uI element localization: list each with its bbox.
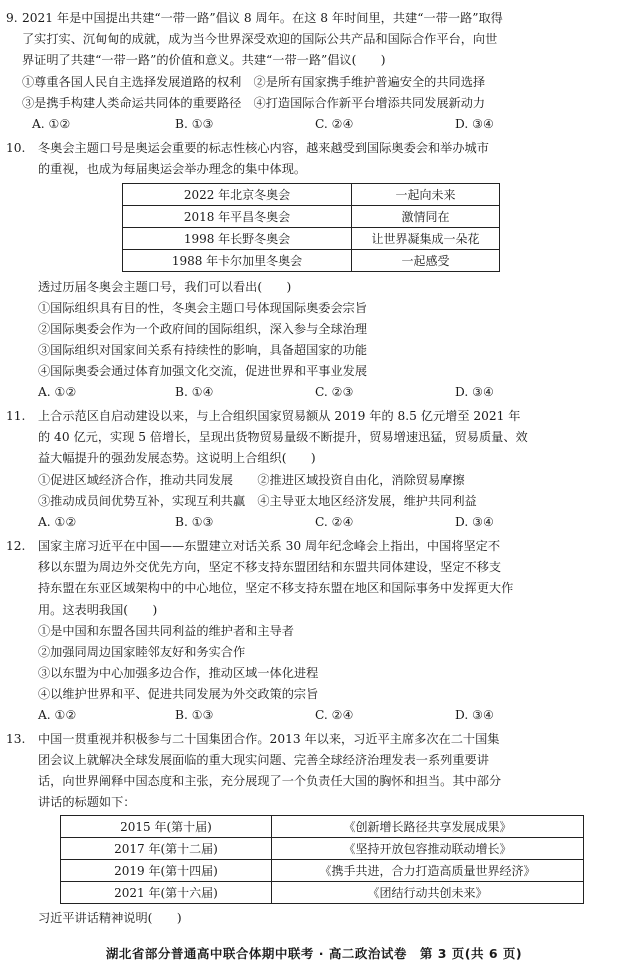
question-text-line: 中国一贯重视并积极参与二十国集团合作。2013 年以来，习近平主席多次在二十国集 — [38, 732, 500, 746]
answer-choice-a: A. ①② — [38, 515, 77, 529]
answer-choice-b: B. ①③ — [175, 708, 214, 722]
question-number: 11. — [6, 409, 26, 423]
answer-choice-d: D. ③④ — [455, 515, 494, 529]
table-cell: 2022 年北京冬奥会 — [123, 184, 352, 206]
answer-choice-d: D. ③④ — [455, 708, 494, 722]
option-line: ④国际奥委会通过体育加强文化交流，促进世界和平事业发展 — [38, 364, 368, 378]
option-line: ①是中国和东盟各国共同利益的维护者和主导者 — [38, 624, 294, 638]
option-line: ③国际组织对国家间关系有持续性的影响，具备超国家的功能 — [38, 343, 368, 357]
table-cell: 让世界凝集成一朵花 — [352, 228, 500, 250]
option-line: ②加强同周边国家睦邻友好和务实合作 — [38, 645, 246, 659]
page-footer: 湖北省部分普通高中联合体期中联考 · 高二政治试卷 第 3 页(共 6 页) — [105, 946, 523, 961]
table-row — [123, 228, 500, 250]
question-text-line: 国家主席习近平在中国——东盟建立对话关系 30 周年纪念峰会上指出，中国将坚定不 — [38, 539, 501, 553]
option-line: ④以维护世界和平、促进共同发展为外交政策的宗旨 — [38, 687, 319, 701]
question-text-line: 冬奥会主题口号是奥运会重要的标志性核心内容，越来越受到国际奥委会和举办城市 — [38, 141, 489, 155]
question-text-line: 讲话的标题如下： — [38, 795, 136, 809]
question-text-line: 团会议上就解决全球发展面临的重大现实问题、完善全球经济治理发表一系列重要讲 — [38, 753, 489, 767]
option-line: ③是携手构建人类命运共同体的重要路径 ④打造国际合作新平台增添共同发展新动力 — [22, 96, 486, 110]
question-text-line: 界证明了共建“一带一路”的价值和意义。共建“一带一路”倡议( ) — [22, 53, 386, 67]
slogan-table — [122, 183, 500, 272]
question-text-line: 2021 年是中国提出共建“一带一路”倡议 8 周年。在这 8 年时间里，共建“一带一路”取得 — [22, 11, 503, 25]
answer-choice-c: C. ②④ — [315, 708, 354, 722]
answer-choice-d: D. ③④ — [455, 385, 494, 399]
table-cell: 2018 年平昌冬奥会 — [123, 206, 352, 228]
answer-choice-b: B. ①③ — [175, 515, 214, 529]
table-cell: 一起感受 — [352, 250, 500, 272]
question-text-line: 的重视，也成为每届奥运会举办理念的集中体现。 — [38, 162, 307, 176]
question-text-line: 的 40 亿元，实现 5 倍增长，呈现出货物贸易量级不断提升，贸易增速迅猛，贸易质量、效 — [38, 430, 528, 444]
table-row — [61, 860, 584, 882]
question-text-line: 持东盟在东亚区域架构中的中心地位，坚定不移支持东盟在地区和国际事务中发挥更大作 — [38, 581, 514, 595]
question-text-line: 上合示范区自启动建设以来，与上合组织国家贸易额从 2019 年的 8.5 亿元增至 2021 年 — [38, 409, 521, 423]
answer-choice-b: B. ①④ — [175, 385, 214, 399]
table-cell: 2015 年(第十届) — [61, 816, 272, 838]
question-number: 9. — [6, 11, 18, 25]
table-row — [61, 816, 584, 838]
question-number: 13. — [6, 732, 26, 746]
table-cell: 《创新增长路径共享发展成果》 — [272, 816, 584, 838]
question-text-line: 益大幅提升的强劲发展态势。这说明上合组织( ) — [38, 451, 316, 465]
option-line: ①促进区域经济合作，推动共同发展 ②推进区域投资自由化，消除贸易摩擦 — [38, 473, 465, 487]
question-text-line: 移以东盟为周边外交优先方向，坚定不移支持东盟团结和东盟共同体建设，坚定不移支 — [38, 560, 502, 574]
table-cell: 《团结行动共创未来》 — [272, 882, 584, 904]
question-stem: 透过历届冬奥会主题口号，我们可以看出( ) — [38, 280, 292, 294]
answer-choice-d: D. ③④ — [455, 117, 494, 131]
option-line: ③以东盟为中心加强多边合作，推动区域一体化进程 — [38, 666, 319, 680]
table-cell: 2019 年(第十四届) — [61, 860, 272, 882]
table-row — [61, 882, 584, 904]
option-line: ①尊重各国人民自主选择发展道路的权利 ②是所有国家携手维护普遍安全的共同选择 — [22, 75, 486, 89]
answer-choice-a: A. ①② — [38, 385, 77, 399]
speech-title-table — [60, 815, 584, 904]
answer-choice-c: C. ②④ — [315, 117, 354, 131]
table-cell: 1998 年长野冬奥会 — [123, 228, 352, 250]
question-text-line: 了实打实、沉甸甸的成就，成为当今世界深受欢迎的国际公共产品和国际合作平台，向世 — [22, 32, 498, 46]
question-stem: 习近平讲话精神说明( ) — [38, 911, 182, 925]
table-cell: 一起向未来 — [352, 184, 500, 206]
option-line: ③推动成员间优势互补，实现互利共赢 ④主导亚太地区经济发展，维护共同利益 — [38, 494, 477, 508]
table-row — [123, 184, 500, 206]
option-line: ①国际组织具有目的性，冬奥会主题口号体现国际奥委会宗旨 — [38, 301, 368, 315]
option-line: ②国际奥委会作为一个政府间的国际组织，深入参与全球治理 — [38, 322, 368, 336]
question-number: 12. — [6, 539, 26, 553]
answer-choice-c: C. ②③ — [315, 385, 354, 399]
answer-choice-a: A. ①② — [32, 117, 71, 131]
table-cell: 《坚持开放包容推动联动增长》 — [272, 838, 584, 860]
table-cell: 1988 年卡尔加里冬奥会 — [123, 250, 352, 272]
table-cell: 2021 年(第十六届) — [61, 882, 272, 904]
table-cell: 《携手共进，合力打造高质量世界经济》 — [272, 860, 584, 882]
answer-choice-b: B. ①③ — [175, 117, 214, 131]
question-text-line: 用。这表明我国( ) — [38, 603, 158, 617]
table-cell: 激情同在 — [352, 206, 500, 228]
table-row — [61, 838, 584, 860]
question-number: 10. — [6, 141, 26, 155]
table-row — [123, 206, 500, 228]
table-cell: 2017 年(第十二届) — [61, 838, 272, 860]
table-row — [123, 250, 500, 272]
answer-choice-a: A. ①② — [38, 708, 77, 722]
answer-choice-c: C. ②④ — [315, 515, 354, 529]
question-text-line: 话，向世界阐释中国态度和主张，充分展现了一个负责任大国的胸怀和担当。其中部分 — [38, 774, 502, 788]
